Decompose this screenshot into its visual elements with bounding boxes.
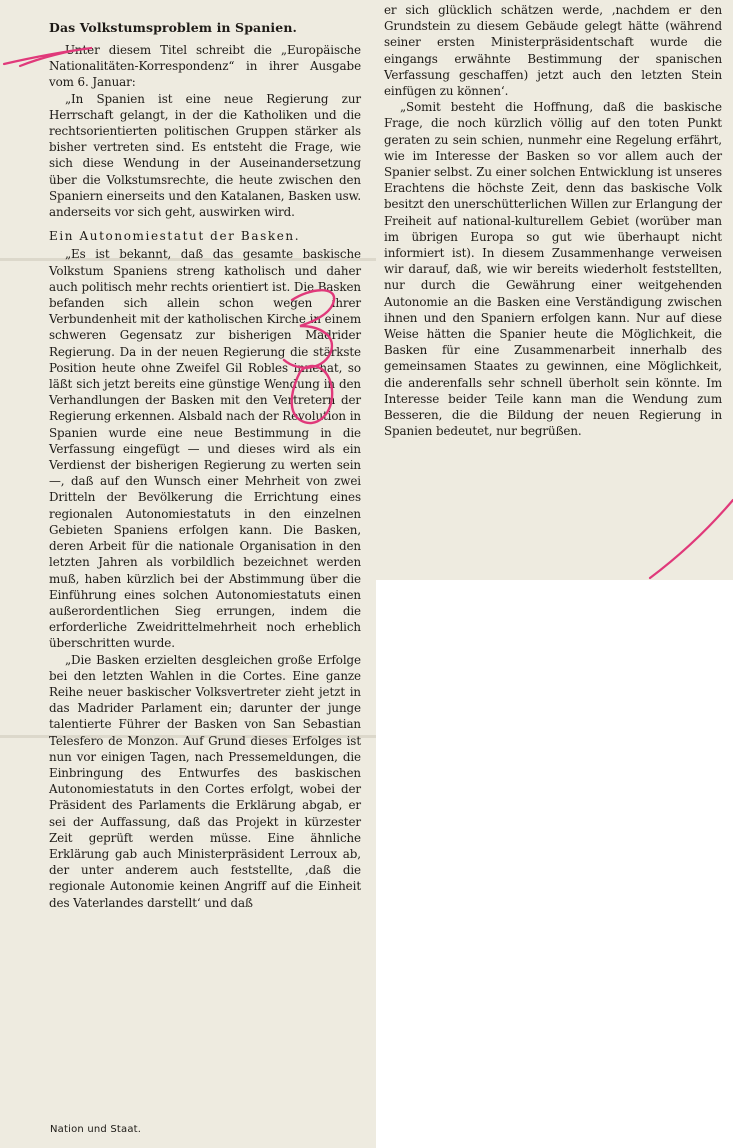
article-left-column: [49, 20, 361, 911]
article-paragraph: „Die Basken erzielten desgleichen große Erfolge bei den letzten Wahlen in die Cortes. Eine ganze Reihe neuer baskischer Volksvertreter zieht jetzt in das Madrider Parlament ein; darunter der junge talentierte Führer der Basken von San Sebastian Telesfero de Monzon. Auf Grund dieses Erfolges ist nun vor einigen Tagen, nach Pressemeldungen, die Einbringung des Entwurfes des baskischen Autonomiestatuts in den Cortes erfolgt, wobei der Präsident des Parlaments die Erklärung abgab, er sei der Auffassung, daß das Projekt in kürzester Zeit geprüft werden müsse. Eine ähnliche Erklärung gab auch Ministerpräsident Lerroux ab, der unter anderem auch feststellte, ‚daß die regionale Autonomie keinen Angriff auf die Einheit des Vaterlandes darstellt‘ und daß: [49, 652, 361, 910]
article-headline: Das Volkstumsproblem in Spanien.: [49, 20, 297, 35]
article-subheading: Ein Autonomiestatut der Basken.: [49, 229, 301, 244]
article-paragraph: Unter diesem Titel schreibt die „Europäische Nationalitäten-Korrespondenz“ in ihrer Ausgabe vom 6. Januar:: [49, 43, 361, 90]
article-paragraph: „Somit besteht die Hoffnung, daß die baskische Frage, die noch kürzlich völlig auf den toten Punkt geraten zu sein schien, nunmehr eine Regelung erfährt, wie im Interesse der Basken so vor allem auch der Spanier selbst. Zu einer solchen Entwicklung ist unseres Erachtens die höchste Zeit, denn das baskische Volk besitzt den unerschütterlichen Willen zur Erlangung der Freiheit auf national-kulturellem Gebiet (worüber man im übrigen Europa so gut wie überhaupt nicht informiert ist). In diesem Zusammenhange verweisen wir darauf, daß, wie wir bereits wiederholt feststellten, nur durch die Gewährung einer weitgehenden Autonomie an die Basken eine Verständigung zwischen ihnen und den Spaniern erfolgen kann. Nur auf diese Weise hätten die Spanier heute die Möglichkeit, die Basken für eine Zusammenarbeit innerhalb des gemeinsamen Staates zu gewinnen, eine Möglichkeit, die anderenfalls sehr schnell überholt sein könnte. Im Interesse beider Teile kann man die Wendung zum Besseren, die die Bildung der neuen Regierung in Spanien bedeutet, nur begrüßen.: [384, 100, 722, 439]
article-paragraph: „Es ist bekannt, daß das gesamte baskische Volkstum Spaniens streng katholisch und daher auch politisch mehr rechts orientiert ist. Die Basken befanden sich allein schon wegen ihrer Verbundenheit mit der katholischen Kirche in einem schweren Gegensatz zur bisherigen Madrider Regierung. Da in der neuen Regierung die stärkste Position heute ohne Zweifel Gil Robles innehat, so läßt sich jetzt bereits eine günstige Wendung in den Verhandlungen der Basken mit den Vertretern der Regierung erkennen. Alsbald nach der Revolution in Spanien wurde eine neue Bestimmung in die Verfassung eingefügt — und dieses wird als ein Verdienst der bisherigen Regierung zu werten sein —, daß auf den Wunsch einer Mehrheit von zwei Dritteln der Bevölkerung die Errichtung eines regionalen Autonomiestatuts in den einzelnen Gebieten Spaniens erfolgen kann. Die Basken, deren Arbeit für die nationale Organisation in den letzten Jahren als vorbildlich bezeichnet werden muß, haben kürzlich bei der Abstimmung über die Einführung eines solchen Autonomiestatuts einen außerordentlichen Sieg errungen, indem die erforderliche Zweidrittelmehrheit noch erheblich überschritten wurde.: [49, 247, 361, 651]
article-paragraph: „In Spanien ist eine neue Regierung zur Herrschaft gelangt, in der die Katholiken und die rechtsorientierten politischen Gruppen stärker als bisher vertreten sind. Es entsteht die Frage, wie sich diese Wendung in der Auseinandersetzung über die Volkstumsrechte, die heute zwischen den Spaniern einerseits und den Katalanen, Basken usw. anderseits vor sich geht, auswirken wird.: [49, 91, 361, 220]
source-footer: Nation und Staat.: [50, 1124, 142, 1135]
article-paragraph: er sich glücklich schätzen werde, ‚nachdem er den Grundstein zu diesem Gebäude gelegt hätte (während seiner ersten Ministerpräsidentschaft wurde die eingangs erwähnte Bestimmung der spanischen Verfassung geschaffen) jetzt auch den letzten Stein einfügen zu können‘.: [384, 3, 722, 99]
article-right-column: [384, 2, 722, 439]
